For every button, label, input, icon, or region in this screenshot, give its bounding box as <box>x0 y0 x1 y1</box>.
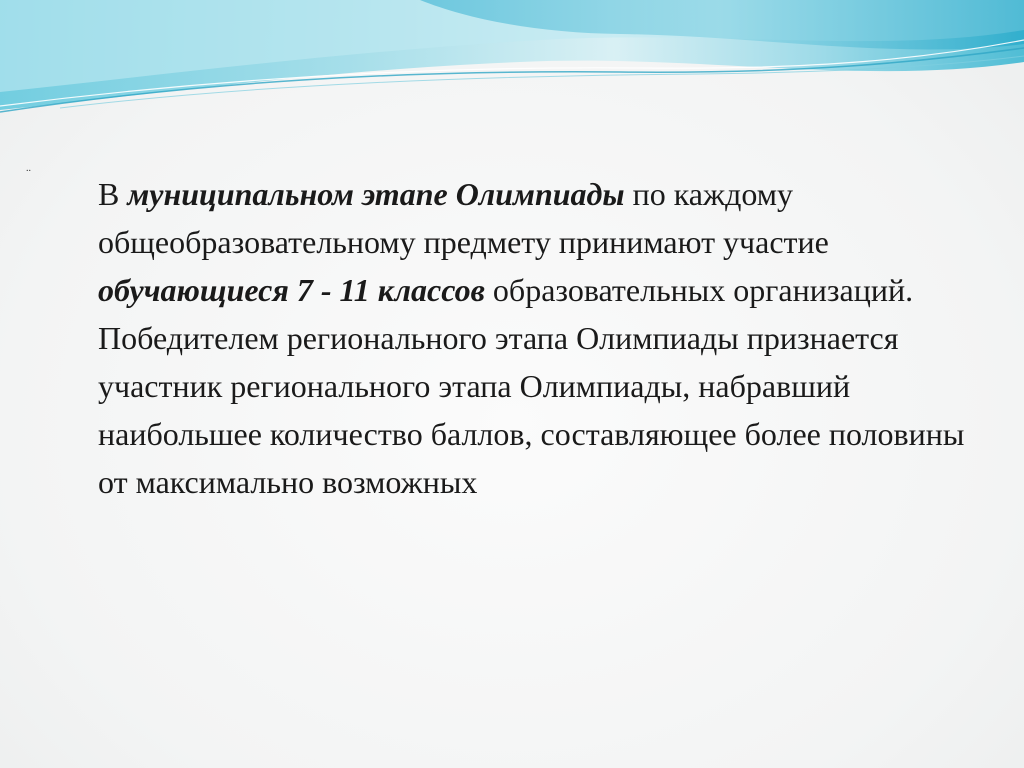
paragraph-municipal-stage <box>98 170 978 314</box>
header-wave-decoration <box>0 0 1024 130</box>
bullet-marker: .. <box>26 163 31 174</box>
text-segment: образовательных организаций. <box>484 272 914 308</box>
emphasis-municipal-stage: муниципальном этапе Олимпиады <box>127 176 625 212</box>
emphasis-grades: обучающиеся 7 - 11 классов <box>98 272 485 308</box>
paragraph-winner-definition: Победителем регионального этапа Олимпиады признается участник регионального этапа Олимпиады, набравший наибольшее количество баллов, составляющее более половины от максимально возможных <box>98 320 965 500</box>
text-segment: В <box>98 176 128 212</box>
slide-body <box>98 170 978 506</box>
text-segment: по каждому общеобразовательному предмету принимают участие <box>98 176 829 260</box>
